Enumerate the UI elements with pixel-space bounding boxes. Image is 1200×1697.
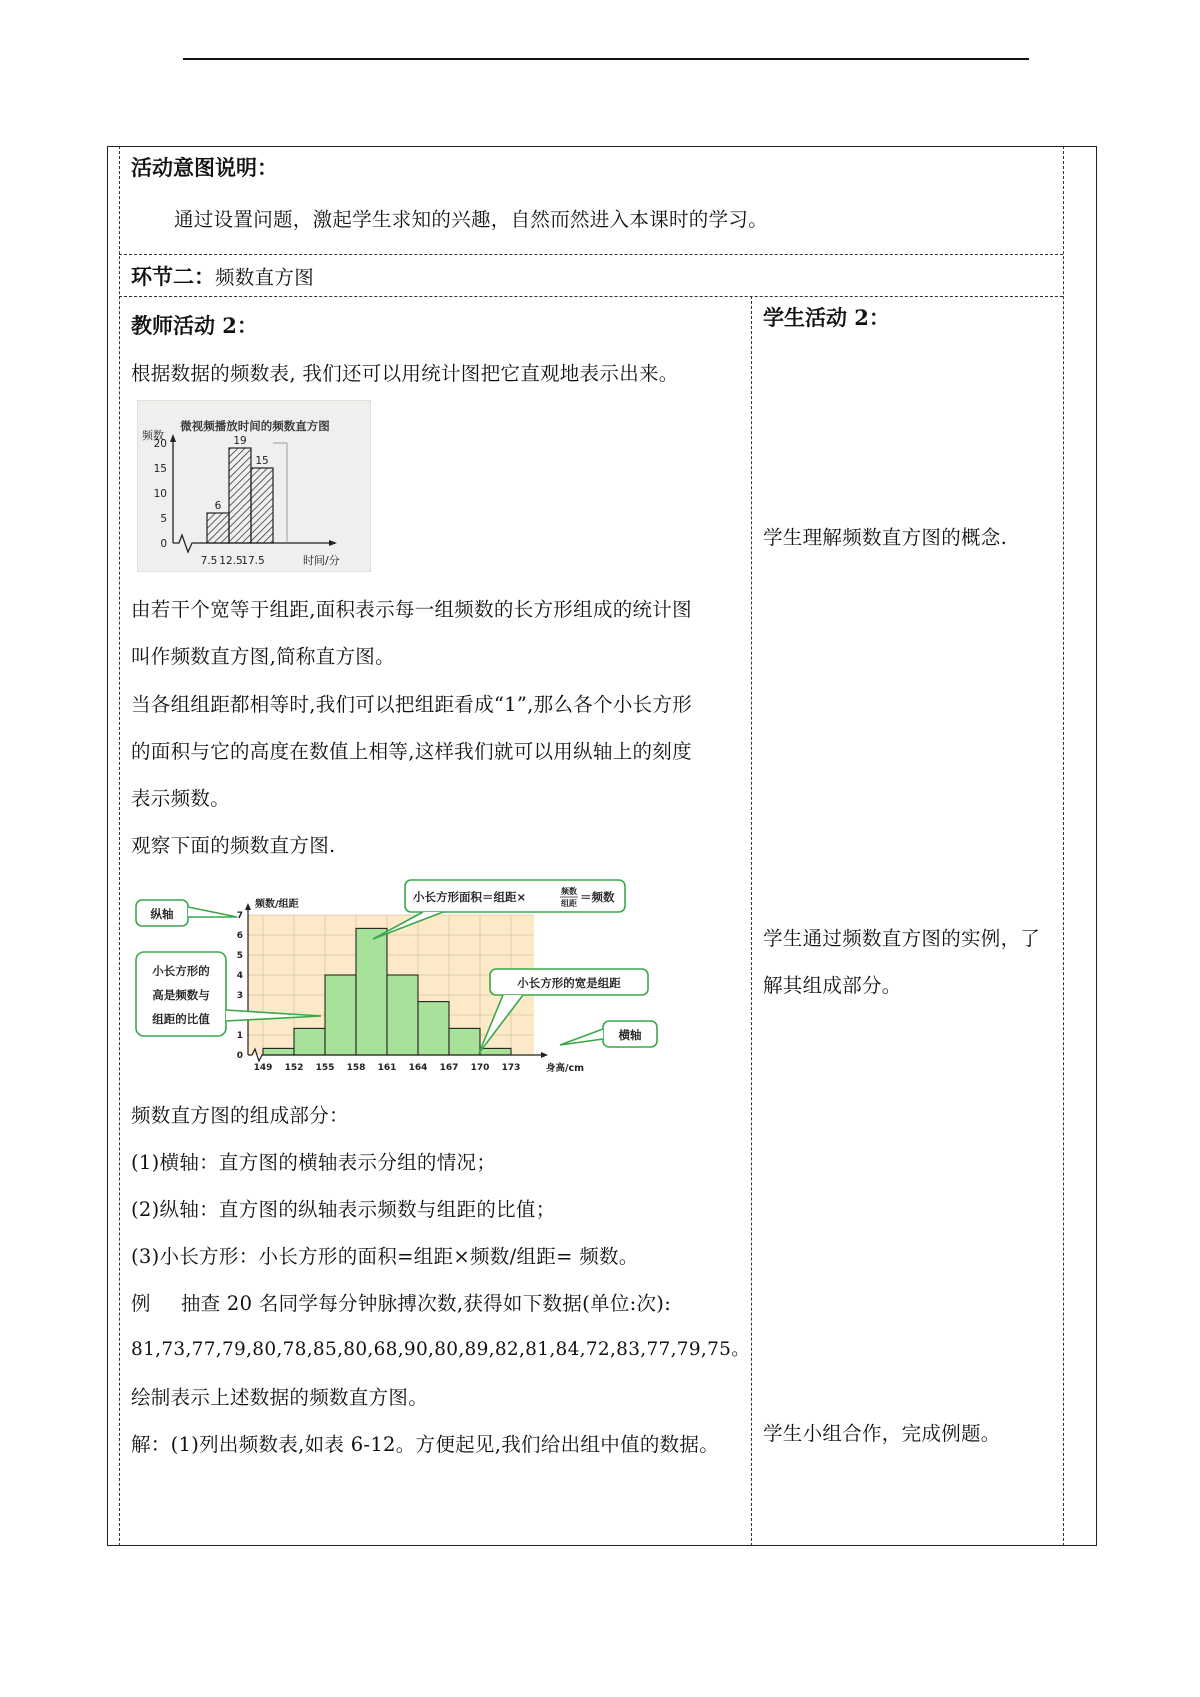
y-tick-label: 3	[236, 991, 243, 1001]
student-title: 学生活动 2：	[763, 305, 890, 330]
y-axis-label: 频数/组距	[255, 899, 299, 910]
histogram-bar	[325, 975, 356, 1055]
y-axis-callout-pointer	[188, 907, 237, 917]
area-callout-text: 小长方形面积＝组距×	[413, 890, 527, 904]
part-1: (1)横轴：直方图的横轴表示分组的情况；	[131, 1151, 497, 1174]
parts-title: 频数直方图的组成部分：	[131, 1104, 349, 1127]
y-tick-label: 1	[236, 1031, 243, 1041]
y-axis-callout-text: 纵轴	[150, 907, 174, 921]
y-tick-label: 0	[236, 1051, 243, 1061]
height-histogram	[133, 877, 668, 1077]
x-ticks	[254, 1063, 521, 1073]
x-tick-label: 12.5	[219, 555, 243, 567]
x-axis-callout-text: 横轴	[618, 1028, 642, 1042]
y-tick-label: 0	[160, 538, 167, 550]
y-tick-label: 4	[236, 971, 243, 981]
table-inner-left-border	[119, 146, 120, 1546]
solution-text: 解：(1)列出频数表,如表 6-12。方便起见,我们给出组中值的数据。	[131, 1433, 720, 1456]
x-tick-label: 161	[377, 1063, 397, 1073]
bar-value-label: 19	[233, 435, 247, 447]
section-heading	[131, 261, 314, 291]
y-tick-label: 10	[153, 488, 167, 500]
histogram-bar	[387, 975, 418, 1055]
row-divider	[119, 296, 1063, 297]
part-2: (2)纵轴：直方图的纵轴表示频数与组距的比值；	[131, 1198, 556, 1221]
part-3: (3)小长方形：小长方形的面积=组距×频数/组距= 频数。	[131, 1245, 639, 1268]
row-divider	[119, 254, 1063, 255]
section-label: 环节二：	[131, 264, 215, 289]
equal-width-line-2: 的面积与它的高度在数值上相等,这样我们就可以用纵轴上的刻度	[131, 740, 692, 763]
x-axis-label: 身高/cm	[546, 1063, 585, 1074]
area-fraction-bottom: 组距	[561, 899, 577, 908]
y-tick-label: 15	[153, 463, 167, 475]
student-activity-1: 学生理解频数直方图的概念.	[763, 526, 1008, 549]
histogram-bar	[418, 1002, 449, 1055]
histogram-bar	[263, 1048, 294, 1055]
equal-width-line-1: 当各组组距都相等时,我们可以把组距看成“1”,那么各个小长方形	[131, 693, 693, 716]
histogram-bar	[480, 1048, 511, 1055]
x-tick-label: 149	[253, 1063, 273, 1073]
y-axis-label: 频数	[142, 429, 164, 442]
area-fraction-top: 频数	[561, 887, 577, 896]
example-task: 绘制表示上述数据的频数直方图。	[131, 1386, 429, 1409]
student-activity-2a: 学生通过频数直方图的实例，了	[763, 927, 1041, 950]
student-activity-2b: 解其组成部分。	[763, 974, 902, 997]
intent-title: 活动意图说明：	[131, 155, 278, 180]
example-text: 抽查 20 名同学每分钟脉搏次数,获得如下数据(单位:次):	[180, 1292, 672, 1315]
height-callout-text: 小长方形的	[152, 964, 210, 978]
x-tick-label: 7.5	[200, 555, 218, 567]
table-inner-right-border	[1063, 146, 1064, 1546]
area-callout-suffix: ＝频数	[580, 890, 615, 904]
teacher-intro: 根据数据的频数表, 我们还可以用统计图把它直观地表示出来。	[131, 362, 679, 385]
y-tick-label: 6	[236, 931, 243, 941]
example-label: 例	[131, 1292, 151, 1315]
chart-title: 微视频播放时间的频数直方图	[180, 419, 330, 433]
histogram-bar	[449, 1028, 480, 1055]
histogram-bar	[356, 928, 387, 1055]
x-tick-label: 164	[408, 1063, 428, 1073]
header-rule	[183, 58, 1029, 60]
intent-text: 通过设置问题，激起学生求知的兴趣，自然而然进入本课时的学习。	[174, 208, 769, 231]
example-data: 81,73,77,79,80,78,85,80,68,90,80,89,82,81,84,72,83,77,79,75。	[131, 1339, 751, 1360]
x-tick-label: 167	[439, 1063, 459, 1073]
y-tick-label: 7	[236, 911, 243, 921]
x-tick-label: 170	[470, 1063, 490, 1073]
observe-text: 观察下面的频数直方图.	[131, 834, 336, 857]
x-axis-callout-pointer	[560, 1029, 603, 1045]
height-callout-text: 组距的比值	[152, 1012, 210, 1026]
histogram-bar	[229, 448, 251, 543]
section-name: 频数直方图	[215, 266, 315, 289]
bar-value-label: 15	[255, 455, 269, 467]
y-ticks	[237, 911, 243, 1061]
bar-value-label: 6	[214, 500, 222, 512]
y-axis-arrow	[245, 903, 251, 910]
height-callout-text: 高是频数与	[152, 988, 210, 1002]
x-axis-arrow	[541, 1052, 548, 1058]
x-tick-label: 158	[346, 1063, 366, 1073]
x-tick-label: 173	[501, 1063, 521, 1073]
y-tick-label: 20	[153, 438, 167, 450]
y-tick-label: 5	[160, 513, 167, 525]
y-tick-label: 5	[236, 951, 243, 961]
histogram-bar	[251, 468, 273, 543]
histogram-bar	[294, 1028, 325, 1055]
histogram-bar	[207, 513, 229, 543]
x-tick-label: 155	[315, 1063, 335, 1073]
x-axis-label: 时间/分	[303, 554, 340, 567]
example-line	[131, 1288, 671, 1316]
equal-width-line-3: 表示频数。	[131, 787, 231, 810]
definition-line-1: 由若干个宽等于组距,面积表示每一组频数的长方形组成的统计图	[131, 598, 692, 621]
x-tick-label: 17.5	[241, 555, 265, 567]
student-activity-3: 学生小组合作，完成例题。	[763, 1422, 1001, 1445]
x-tick-label: 152	[284, 1063, 304, 1073]
teacher-title: 教师活动 2：	[131, 313, 258, 338]
video-time-histogram	[137, 400, 371, 572]
column-divider	[751, 296, 752, 1546]
definition-line-2: 叫作频数直方图,简称直方图。	[131, 645, 395, 668]
width-callout-text: 小长方形的宽是组距	[517, 976, 621, 990]
